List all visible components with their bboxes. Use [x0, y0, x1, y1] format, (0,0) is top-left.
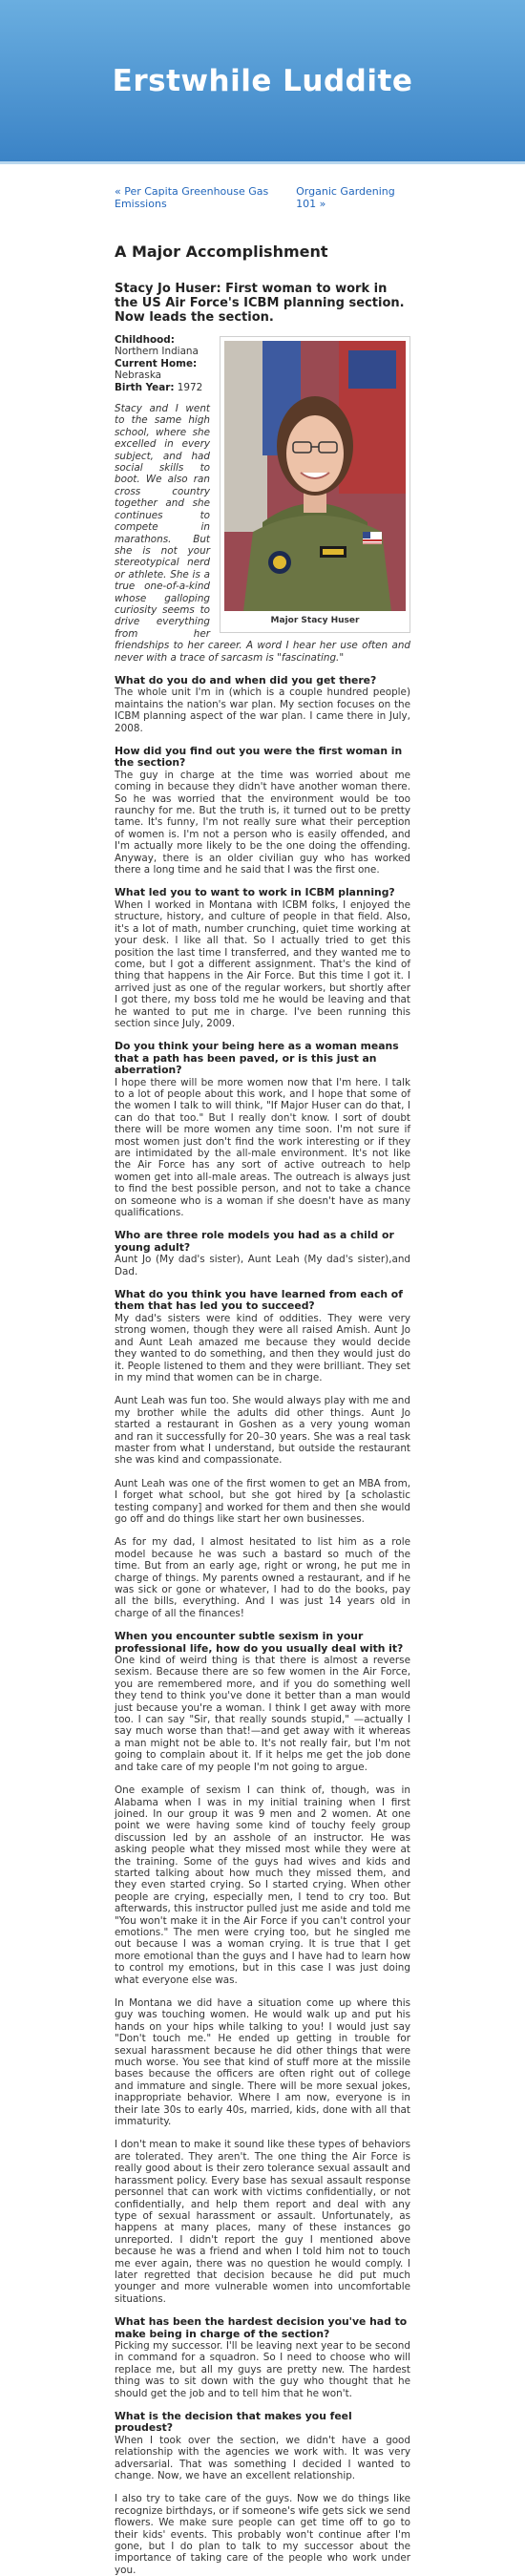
question: Do you think your being here as a woman means that a path has been paved, or is this just an aberration? — [115, 1040, 399, 1077]
question: What is the decision that makes you feel proudest? — [115, 2410, 352, 2435]
photo-caption: Major Stacy Huser — [270, 616, 360, 625]
main-content — [0, 185, 525, 2576]
question: What do you do and when did you get there? — [115, 673, 377, 686]
post-subtitle: Stacy Jo Huser: First woman to work in the US Air Force's ICBM planning section. Now leads the section. — [115, 282, 405, 325]
next-post-link[interactable]: Organic Gardening 101 » — [296, 185, 395, 210]
fact-current-home: Current Home: Nebraska — [115, 357, 198, 382]
fact-birth-year: Birth Year: 1972 — [115, 381, 203, 393]
prev-post-link[interactable]: « Per Capita Greenhouse Gas Emissions — [115, 185, 269, 210]
answer: The whole unit I'm in (which is a couple hundred people) maintains the nation's war plan. My section focuses on the ICBM planning aspect of the war plan. I came there in July, 2008. — [115, 686, 410, 734]
answer: Aunt Leah was fun too. She would always play with me and my brother while the adults did other things. Aunt Jo started a restaurant in Goshen as a very young woman and ran it successfully for 20–30 years. She was a real task master from what I understand, but outside the restaurant she was kind and compassionate. — [115, 1395, 410, 1467]
answer: Picking my successor. I'll be leaving next year to be second in command for a squadron. So I need to choose who will replace me, but all my guys are pretty new. The hardest thing was to sit down with the guy who thought that he should get the job and to tell him that he won't. — [115, 2339, 410, 2399]
portrait-illustration — [224, 341, 406, 611]
question: Who are three role models you had as a child or young adult? — [115, 1229, 394, 1254]
answer: My dad's sisters were kind of oddities. They were very strong women, though they were all raised Amish. Aunt Jo and Aunt Leah amazed me because they would decide they wanted to do something, and then they would just do it. People listened to them and they were brilliant. They set in my mind that women can be in charge. — [115, 1312, 410, 1383]
question: What has been the hardest decision you've had to make being in charge of the section? — [115, 2315, 408, 2340]
answer: I don't mean to make it sound like these types of behaviors are tolerated. They aren't. The one thing the Air Force is really good about is their zero tolerance sexual assault and harassment policy. Every base has sexual assault response personnel that can work with victims confidentially, or not confidentially, and help them report and deal with any type of sexual harassment or assault. Unfortunately, as happens at many places, many of these instances go unreported. I didn't report the guy I mentioned above because he was a friend and when I told him not to touch me ever again, there was no question he would comply. I later regretted that decision because he did put much younger and more vulnerable women into uncomfortable situations. — [115, 2139, 410, 2305]
answer: I hope there will be more women now that I'm here. I talk to a lot of people about this work, and I hope that some of the women I talk to will think, "If Major Huser can do that, I can do that too." But I really don't know. I sort of doubt there will be more women any time soon. I'm not sure if most women just don't find the work interesting or if they are intimidated by the all-male environment. It's not like the Air Force has any sort of active outreach to help women get into all-male areas. The outreach is always just to find the best possible person, and not to take a chance on someone who is a woman if she doesn't have as many qualifications. — [115, 1076, 410, 1219]
answer: I also try to take care of the guys. Now we do things like recognize birthdays, or if someone's wife gets sick we send flowers. We make sure people can get time off to go to their kids' events. This probably won't continue after I'm gone, but I do plan to talk to my successor about the importance of taking care of the people who work under you. — [115, 2493, 410, 2576]
answer: Aunt Jo (My dad's sister), Aunt Leah (My dad's sister),and Dad. — [115, 1254, 410, 1277]
answer: The guy in charge at the time was worried about me coming in because they didn't have another woman there. So he was worried that the environment would be too raunchy for me. But the truth is, it turned out to be pretty tame. It's funny, I'm not really sure what their perception of women is. I'm not a person who is easily offended, and I'm actually more likely to be the one doing the offending. Anyway, there is an older civilian guy who has worked there a long time and he said that I was the first one. — [115, 769, 410, 876]
question: When you encounter subtle sexism in your professional life, how do you usually deal with it? — [115, 1630, 404, 1655]
answer: Aunt Leah was one of the first women to get an MBA from, I forget what school, but she got hired by [a scholastic testing company] and worked for them and then she would go off and do things like start her own businesses. — [115, 1477, 410, 1525]
site-title[interactable]: Erstwhile Luddite — [112, 63, 413, 98]
photo-figure — [220, 336, 410, 633]
question: How did you find out you were the first woman in the section? — [115, 745, 403, 770]
answer: When I worked in Montana with ICBM folks, I enjoyed the structure, history, and culture of people in that field. Also, it's a lot of math, number crunching, quiet time working at your desk. I like all that. So I actually tried to get this position the last time I transferred, and they wanted me to come, but I got a different assignment. That's the kind of thing that happens in the Air Force. But this time I got it. I arrived just as one of the regular workers, but shortly after I got there, my boss told me he would be leaving and that he wanted to put me in charge. I've been running this section since July, 2009. — [115, 898, 410, 1029]
post-title: A Major Accomplishment — [115, 243, 328, 261]
post-navigation — [115, 185, 410, 210]
question: What led you to want to work in ICBM planning? — [115, 886, 395, 899]
intro-paragraph: Stacy and I went to the same high school, where she excelled in every subject, and had social skills to boot. We also ran cross country together and she continues to compete in marathons. But she is not your stereotypical nerd or athlete. She is a true one-of-a-kind whose galloping curiosity seems to drive everything from her friendships to her career. A word I hear her use often and never with a trace of sarcasm is "fascinating." — [115, 403, 410, 664]
answer: As for my dad, I almost hesitated to list him as a role model because he was such a bastard so much of the time. But from an early age, right or wrong, he put me in charge of things. My parents owned a restaurant, and if he was sick or gone or whatever, I had to do the books, pay all the bills, everything. And I was just 14 years old in charge of all the finances! — [115, 1536, 410, 1619]
question: What do you think you have learned from each of them that has led you to succeed? — [115, 1288, 403, 1313]
answer: One example of sexism I can think of, though, was in Alabama when I was in my initial training when I first joined. In our group it was 9 men and 2 women. At one point we were having some kind of touchy feely group discussion led by an asshole of an instructor. He was asking people what they missed most while they were at the training. Some of the guys had wives and kids and started talking about how much they missed them, and they even started crying. So I started crying. When other people are crying, especially men, I tend to cry too. But afterwards, this instructor pulled just me aside and told me "You won't make it in the Air Force if you can't control your emotions." The men were crying too, but he singled me out because I was a woman crying. It is true that I get more emotional than the guys and I have had to learn how to control my emotions, but in this case I was just doing what everyone else was. — [115, 1784, 410, 1986]
portrait-photo — [224, 341, 406, 611]
answer: One kind of weird thing is that there is almost a reverse sexism. Because there are so few women in the Air Force, you are remembered more, and if you do something well they tend to think you've done it better than a man would just because you're a woman. I think I get away with more too. I can say "Sir, that really sounds stupid," —actually I say much worse than that!—and get away with it whereas a man might not be able to. It's not really fair, but I'm not going to complain about it. If it helps me get the job done and take care of my people I'm not going to argue. — [115, 1655, 410, 1773]
answer: When I took over the section, we didn't have a good relationship with the agencies we work with. It was very adversarial. That was something I decided I wanted to change. Now, we have an excellent relationship. — [115, 2434, 410, 2482]
fact-childhood: Childhood: Northern Indiana — [115, 334, 199, 358]
article-body — [115, 334, 410, 2576]
site-header — [0, 0, 525, 164]
answer: In Montana we did have a situation come up where this guy was touching women. He would walk up and put his hands on your hips while talking to you! I would just say "Don't touch me." He ended up getting in trouble for sexual harassment because he did other things that were much worse. You see that kind of stuff more at the missile bases because the officers are often right out of college and immature and single. There will be more sexual jokes, inappropriate behavior. Where I am now, everyone is in their late 30s to early 40s, married, kids, done with all that immaturity. — [115, 1997, 410, 2128]
